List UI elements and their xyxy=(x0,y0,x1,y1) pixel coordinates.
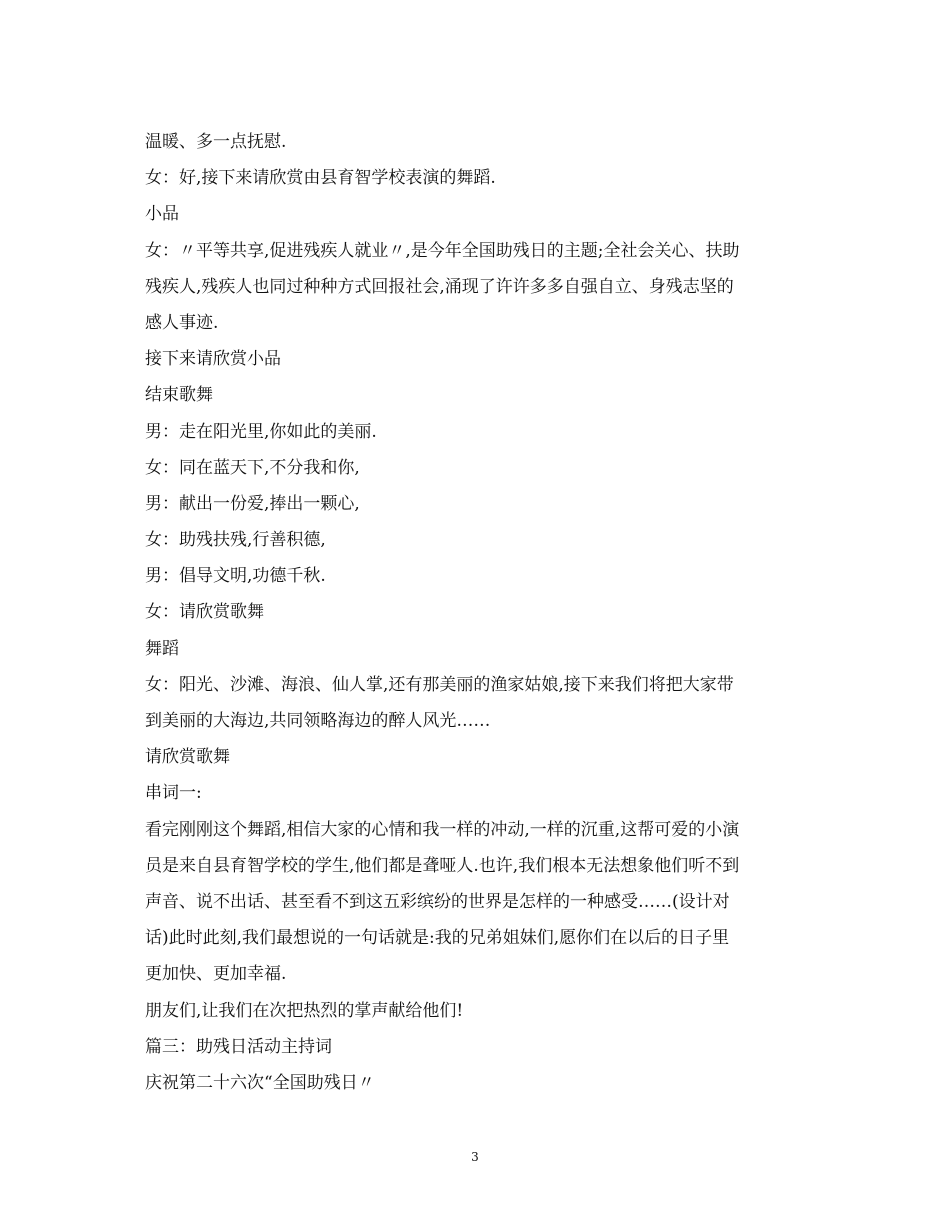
text-line: 朋友们,让我们在次把热烈的掌声献给他们! xyxy=(145,1000,464,1021)
text-line: 员是来自县育智学校的学生,他们都是聋哑人.也许,我们根本无法想象他们听不到 xyxy=(145,855,740,876)
text-line: 残疾人,残疾人也同过种种方式回报社会,涌现了许许多多自强自立、身残志坚的 xyxy=(145,276,734,297)
text-line: 感人事迹. xyxy=(145,312,219,333)
text-line: 庆祝第二十六次“全国助残日〃 xyxy=(145,1072,375,1093)
text-line: 男：献出一份爱,捧出一颗心, xyxy=(145,493,360,514)
section-heading: 结束歌舞 xyxy=(145,385,213,406)
section-heading: 串词一: xyxy=(145,783,202,804)
text-line: 女：〃平等共享,促进残疾人就业〃,是今年全国助残日的主题;全社会关心、扶助 xyxy=(145,240,740,261)
text-line: 女：请欣赏歌舞 xyxy=(145,602,264,623)
text-line: 男：走在阳光里,你如此的美丽. xyxy=(145,421,377,442)
text-line: 接下来请欣赏小品 xyxy=(145,349,281,370)
text-line: 请欣赏歌舞 xyxy=(145,747,230,768)
text-line: 到美丽的大海边,共同领略海边的醉人风光…… xyxy=(145,711,491,731)
text-line: 声音、说不出话、甚至看不到这五彩缤纷的世界是怎样的一种感受……(设计对 xyxy=(145,891,730,912)
page-number: 3 xyxy=(471,1150,479,1164)
text-line: 话)此时此刻,我们最想说的一句话就是:我的兄弟姐妹们,愿你们在以后的日子里 xyxy=(145,928,730,949)
text-line: 更加快、更加幸福. xyxy=(145,964,287,985)
text-line: 女：好,接下来请欣赏由县育智学校表演的舞蹈. xyxy=(145,168,496,189)
text-line: 男：倡导文明,功德千秋. xyxy=(145,566,326,587)
text-line: 女：同在蓝天下,不分我和你, xyxy=(145,457,360,478)
section-heading: 篇三：助残日活动主持词 xyxy=(145,1036,332,1057)
text-line: 看完刚刚这个舞蹈,相信大家的心情和我一样的冲动,一样的沉重,这帮可爱的小演 xyxy=(145,819,740,840)
text-line: 女：助残扶残,行善积德, xyxy=(145,530,326,551)
text-line: 女：阳光、沙滩、海浪、仙人掌,还有那美丽的渔家姑娘,接下来我们将把大家带 xyxy=(145,674,734,695)
section-heading: 舞蹈 xyxy=(145,638,179,659)
text-line: 温暖、多一点抚慰. xyxy=(145,132,287,152)
section-heading: 小品 xyxy=(145,204,179,225)
body-text xyxy=(145,124,810,1101)
